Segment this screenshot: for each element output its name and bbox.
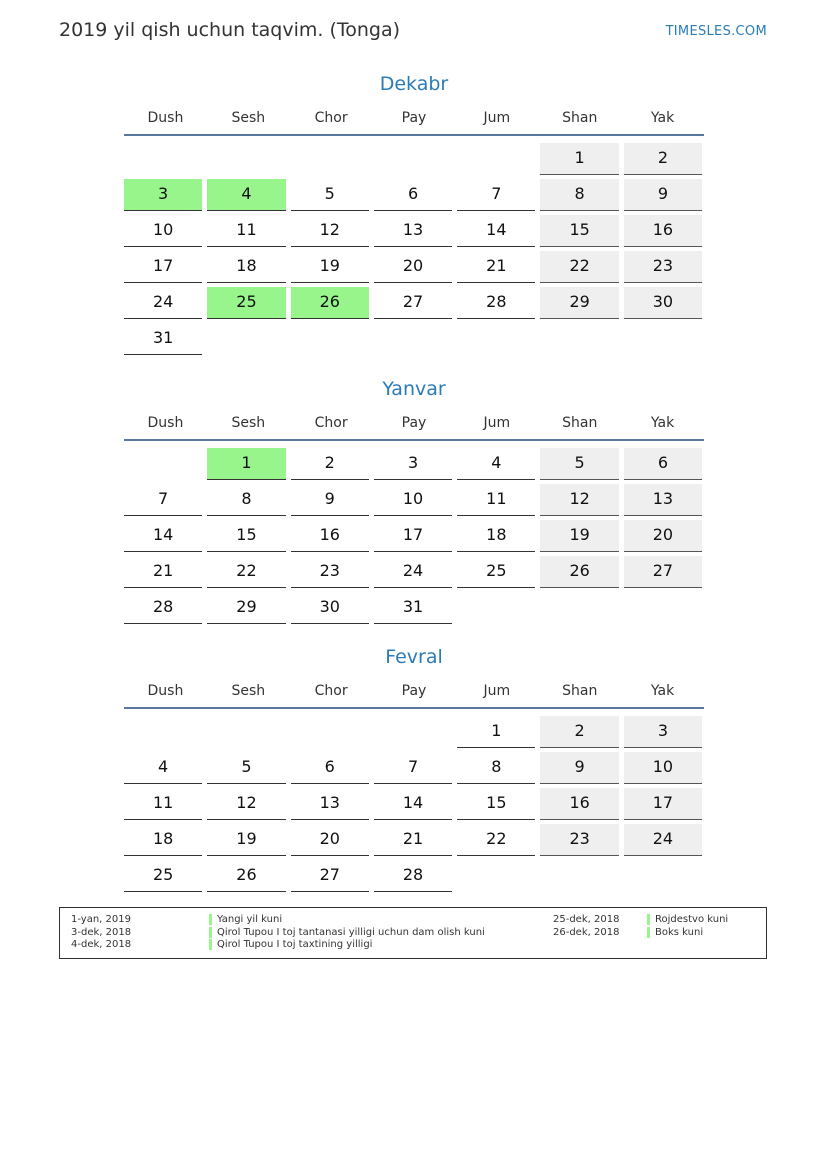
day-cell[interactable]	[457, 553, 540, 589]
day-cell[interactable]	[624, 713, 707, 749]
day-cell[interactable]	[624, 140, 707, 176]
day-cell[interactable]	[291, 785, 374, 821]
legend-date: 26-dek, 2018	[553, 927, 620, 938]
holiday-color-marker	[209, 914, 212, 925]
holiday-legend	[59, 907, 767, 959]
day-cell[interactable]	[540, 553, 623, 589]
day-cell[interactable]	[457, 517, 540, 553]
weekday-label: Dush	[147, 683, 184, 699]
day-cell[interactable]	[540, 212, 623, 248]
day-number: 21	[124, 556, 202, 588]
day-number: 8	[540, 179, 618, 211]
day-number: 25	[207, 287, 285, 319]
day-number: 12	[291, 215, 369, 247]
day-number: 23	[624, 251, 702, 283]
day-number: 8	[457, 752, 535, 784]
weekday-label: Yak	[650, 415, 675, 431]
day-cell[interactable]	[291, 517, 374, 553]
day-cell[interactable]	[124, 785, 207, 821]
legend-holiday-name: Qirol Tupou I toj tantanasi yilligi uchun dam olish kuni	[217, 927, 485, 938]
day-number: 15	[457, 788, 535, 820]
day-cell[interactable]	[207, 821, 290, 857]
day-cell[interactable]	[540, 821, 623, 857]
day-number: 2	[624, 143, 702, 175]
day-cell[interactable]	[291, 821, 374, 857]
month-title: Dekabr	[379, 73, 449, 95]
day-number: 2	[291, 448, 369, 480]
day-cell[interactable]	[291, 212, 374, 248]
day-grid	[124, 713, 704, 893]
day-cell[interactable]	[374, 481, 457, 517]
legend-date: 25-dek, 2018	[553, 914, 620, 925]
day-cell[interactable]	[207, 589, 290, 625]
holiday-color-marker	[647, 914, 650, 925]
day-cell[interactable]	[624, 248, 707, 284]
holiday-day-cell[interactable]	[291, 284, 374, 320]
weekday-label: Chor	[314, 683, 348, 699]
day-number: 21	[374, 824, 452, 856]
day-cell[interactable]	[207, 857, 290, 893]
day-cell[interactable]	[124, 481, 207, 517]
weekday-label: Sesh	[231, 683, 266, 699]
day-number: 29	[540, 287, 618, 319]
weekday-label: Jum	[483, 415, 511, 431]
day-cell[interactable]	[291, 749, 374, 785]
day-number: 16	[291, 520, 369, 552]
day-cell[interactable]	[374, 445, 457, 481]
day-number: 28	[457, 287, 535, 319]
day-cell[interactable]	[374, 553, 457, 589]
day-cell[interactable]	[207, 481, 290, 517]
day-number: 19	[540, 520, 618, 552]
day-cell[interactable]	[540, 176, 623, 212]
day-cell[interactable]	[624, 176, 707, 212]
day-number: 4	[457, 448, 535, 480]
month-calendar-yanvar	[124, 375, 704, 625]
legend-holiday-name: Yangi yil kuni	[217, 914, 283, 925]
day-cell[interactable]	[291, 176, 374, 212]
legend-date: 1-yan, 2019	[71, 914, 131, 925]
holiday-day-cell[interactable]	[207, 284, 290, 320]
day-number: 9	[624, 179, 702, 211]
weekday-label: Sesh	[231, 415, 266, 431]
legend-date: 4-dek, 2018	[71, 939, 132, 950]
day-number: 20	[291, 824, 369, 856]
day-number: 20	[624, 520, 702, 552]
day-cell[interactable]	[374, 248, 457, 284]
weekday-label: Jum	[483, 683, 511, 699]
day-cell[interactable]	[124, 589, 207, 625]
day-cell[interactable]	[291, 857, 374, 893]
day-cell[interactable]	[624, 821, 707, 857]
day-number: 9	[540, 752, 618, 784]
day-number: 5	[540, 448, 618, 480]
day-number: 11	[207, 215, 285, 247]
day-cell[interactable]	[540, 140, 623, 176]
day-cell[interactable]	[207, 785, 290, 821]
weekday-header	[124, 413, 704, 441]
day-cell[interactable]	[124, 248, 207, 284]
day-cell[interactable]	[457, 749, 540, 785]
day-number: 4	[124, 752, 202, 784]
day-cell[interactable]	[374, 176, 457, 212]
day-number: 14	[457, 215, 535, 247]
day-number: 18	[457, 520, 535, 552]
day-cell[interactable]	[374, 284, 457, 320]
day-cell[interactable]	[291, 553, 374, 589]
day-cell[interactable]	[457, 284, 540, 320]
day-number: 10	[624, 752, 702, 784]
day-cell[interactable]	[624, 749, 707, 785]
day-number: 11	[457, 484, 535, 516]
legend-date: 3-dek, 2018	[71, 927, 132, 938]
weekday-label: Pay	[401, 110, 427, 126]
day-number: 2	[540, 716, 618, 748]
day-number: 26	[291, 287, 369, 319]
day-cell[interactable]	[291, 445, 374, 481]
day-number: 15	[540, 215, 618, 247]
day-cell[interactable]	[540, 785, 623, 821]
day-number: 7	[457, 179, 535, 211]
day-number: 23	[291, 556, 369, 588]
day-number: 30	[624, 287, 702, 319]
day-cell[interactable]	[124, 212, 207, 248]
day-number: 24	[124, 287, 202, 319]
holiday-day-cell[interactable]	[207, 176, 290, 212]
day-number: 22	[540, 251, 618, 283]
day-number: 26	[207, 860, 285, 892]
weekday-label: Sesh	[231, 110, 266, 126]
day-number: 17	[124, 251, 202, 283]
holiday-day-cell[interactable]	[207, 445, 290, 481]
day-cell[interactable]	[374, 821, 457, 857]
day-number: 1	[207, 448, 285, 480]
empty-cell	[291, 140, 374, 176]
day-cell[interactable]	[540, 481, 623, 517]
day-number: 18	[207, 251, 285, 283]
weekday-label: Dush	[147, 110, 184, 126]
day-cell[interactable]	[457, 785, 540, 821]
day-number: 12	[540, 484, 618, 516]
day-number: 20	[374, 251, 452, 283]
day-cell[interactable]	[291, 248, 374, 284]
day-cell[interactable]	[374, 212, 457, 248]
day-number: 5	[207, 752, 285, 784]
weekday-label: Yak	[650, 110, 675, 126]
day-cell[interactable]	[624, 445, 707, 481]
day-number: 28	[374, 860, 452, 892]
page-title: 2019 yil qish uchun taqvim. (Tonga)	[59, 19, 401, 41]
day-number: 21	[457, 251, 535, 283]
day-number: 10	[124, 215, 202, 247]
day-number: 29	[207, 592, 285, 624]
day-cell[interactable]	[207, 749, 290, 785]
day-cell[interactable]	[624, 785, 707, 821]
day-number: 13	[291, 788, 369, 820]
legend-holiday-name: Boks kuni	[655, 927, 704, 938]
day-number: 25	[124, 860, 202, 892]
empty-cell	[291, 713, 374, 749]
day-cell[interactable]	[124, 749, 207, 785]
weekday-label: Pay	[401, 415, 427, 431]
day-number: 6	[374, 179, 452, 211]
holiday-color-marker	[647, 927, 650, 938]
day-cell[interactable]	[457, 248, 540, 284]
day-number: 3	[374, 448, 452, 480]
day-number: 14	[374, 788, 452, 820]
weekday-label: Jum	[483, 110, 511, 126]
day-number: 31	[374, 592, 452, 624]
holiday-color-marker	[209, 939, 212, 950]
day-number: 7	[374, 752, 452, 784]
weekday-label: Shan	[562, 415, 598, 431]
day-number: 17	[374, 520, 452, 552]
weekday-label: Yak	[650, 683, 675, 699]
weekday-label: Chor	[314, 415, 348, 431]
day-cell[interactable]	[291, 589, 374, 625]
day-cell[interactable]	[457, 821, 540, 857]
day-number: 16	[624, 215, 702, 247]
day-number: 13	[374, 215, 452, 247]
empty-cell	[207, 713, 290, 749]
empty-cell	[124, 445, 207, 481]
day-number: 17	[624, 788, 702, 820]
month-title: Yanvar	[382, 378, 446, 400]
day-number: 1	[540, 143, 618, 175]
day-number: 8	[207, 484, 285, 516]
day-cell[interactable]	[124, 284, 207, 320]
day-number: 11	[124, 788, 202, 820]
day-cell[interactable]	[540, 284, 623, 320]
day-cell[interactable]	[124, 553, 207, 589]
day-cell[interactable]	[207, 517, 290, 553]
day-cell[interactable]	[540, 445, 623, 481]
day-cell[interactable]	[457, 713, 540, 749]
day-cell[interactable]	[624, 284, 707, 320]
day-cell[interactable]	[124, 821, 207, 857]
day-cell[interactable]	[624, 481, 707, 517]
legend-holiday-name: Qirol Tupou I toj taxtining yilligi	[217, 939, 373, 950]
weekday-label: Pay	[401, 683, 427, 699]
weekday-header	[124, 681, 704, 709]
day-number: 18	[124, 824, 202, 856]
day-number: 19	[207, 824, 285, 856]
day-number: 3	[624, 716, 702, 748]
day-number: 30	[291, 592, 369, 624]
day-number: 10	[374, 484, 452, 516]
weekday-label: Shan	[562, 110, 598, 126]
day-cell[interactable]	[374, 517, 457, 553]
day-number: 27	[624, 556, 702, 588]
day-number: 25	[457, 556, 535, 588]
day-number: 13	[624, 484, 702, 516]
day-number: 9	[291, 484, 369, 516]
day-cell[interactable]	[374, 857, 457, 893]
day-number: 1	[457, 716, 535, 748]
day-grid	[124, 445, 704, 625]
weekday-label: Dush	[147, 415, 184, 431]
day-number: 16	[540, 788, 618, 820]
weekday-header	[124, 108, 704, 136]
day-cell[interactable]	[624, 553, 707, 589]
day-cell[interactable]	[540, 749, 623, 785]
day-number: 7	[124, 484, 202, 516]
day-grid	[124, 140, 704, 356]
day-cell[interactable]	[457, 176, 540, 212]
day-number: 15	[207, 520, 285, 552]
day-cell[interactable]	[124, 517, 207, 553]
holiday-color-marker	[209, 927, 212, 938]
day-cell[interactable]	[207, 248, 290, 284]
day-cell[interactable]	[207, 212, 290, 248]
day-cell[interactable]	[457, 481, 540, 517]
day-number: 26	[540, 556, 618, 588]
day-cell[interactable]	[124, 320, 207, 356]
day-number: 14	[124, 520, 202, 552]
empty-cell	[374, 140, 457, 176]
holiday-day-cell[interactable]	[124, 176, 207, 212]
day-number: 5	[291, 179, 369, 211]
month-calendar-dekabr	[124, 70, 704, 356]
day-cell[interactable]	[374, 589, 457, 625]
empty-cell	[374, 713, 457, 749]
month-title: Fevral	[385, 646, 443, 668]
weekday-label: Shan	[562, 683, 598, 699]
day-number: 19	[291, 251, 369, 283]
empty-cell	[124, 713, 207, 749]
day-cell[interactable]	[540, 248, 623, 284]
day-cell[interactable]	[124, 857, 207, 893]
day-number: 3	[124, 179, 202, 211]
day-cell[interactable]	[540, 713, 623, 749]
day-number: 27	[374, 287, 452, 319]
day-cell[interactable]	[457, 212, 540, 248]
day-number: 22	[457, 824, 535, 856]
day-number: 6	[624, 448, 702, 480]
day-number: 31	[124, 323, 202, 355]
day-number: 12	[207, 788, 285, 820]
day-number: 28	[124, 592, 202, 624]
site-logo[interactable]: TIMESLES.COM	[665, 24, 767, 39]
legend-holiday-name: Rojdestvo kuni	[655, 914, 729, 925]
empty-cell	[457, 140, 540, 176]
day-number: 27	[291, 860, 369, 892]
day-cell[interactable]	[291, 481, 374, 517]
weekday-label: Chor	[314, 110, 348, 126]
day-number: 4	[207, 179, 285, 211]
day-number: 22	[207, 556, 285, 588]
day-number: 23	[540, 824, 618, 856]
day-number: 24	[374, 556, 452, 588]
empty-cell	[207, 140, 290, 176]
day-cell[interactable]	[374, 749, 457, 785]
day-cell[interactable]	[624, 212, 707, 248]
month-calendar-fevral	[124, 643, 704, 893]
empty-cell	[124, 140, 207, 176]
day-cell[interactable]	[457, 445, 540, 481]
day-number: 24	[624, 824, 702, 856]
day-cell[interactable]	[374, 785, 457, 821]
day-cell[interactable]	[207, 553, 290, 589]
day-cell[interactable]	[624, 517, 707, 553]
day-cell[interactable]	[540, 517, 623, 553]
day-number: 6	[291, 752, 369, 784]
